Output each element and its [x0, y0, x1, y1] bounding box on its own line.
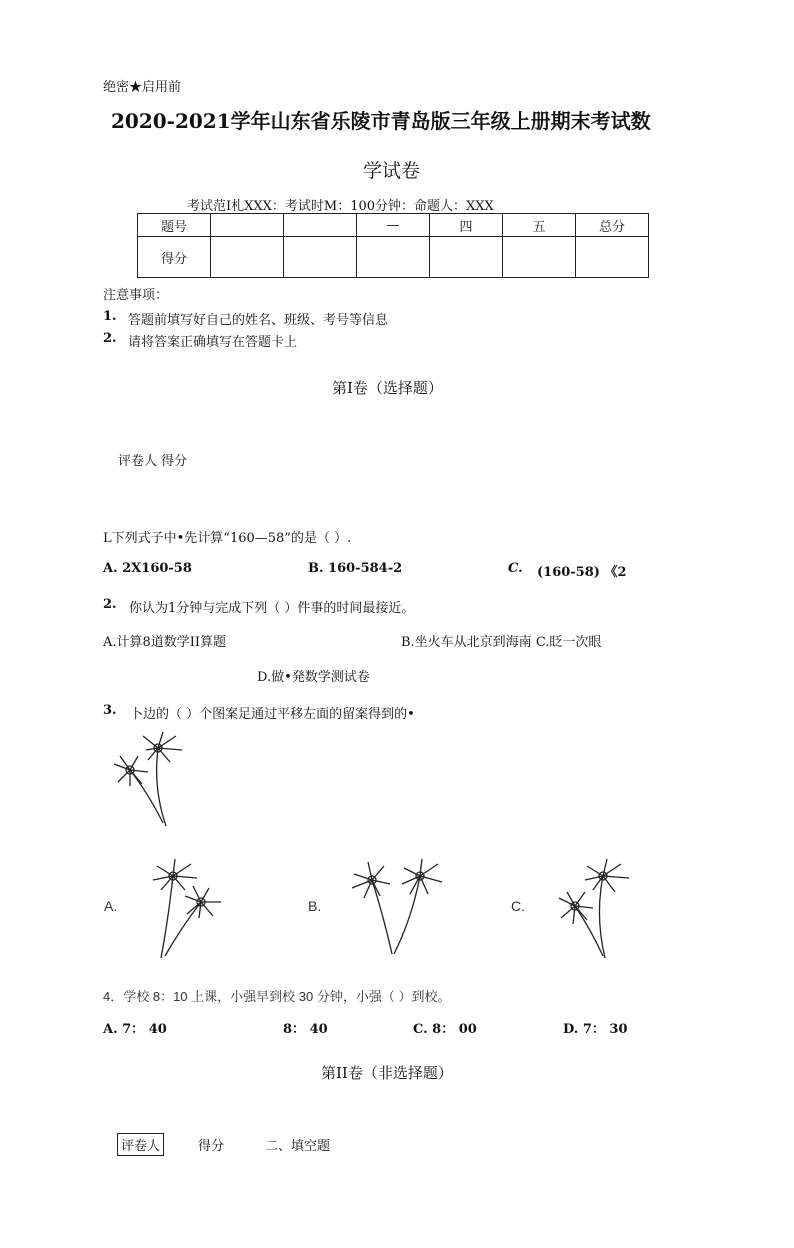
question-1-stem: L下列式子中•先计算“160—58”的是（ ）. — [103, 531, 352, 546]
note-text: 请将答案正确填写在答题卡上 — [128, 335, 298, 350]
score-cell — [576, 237, 649, 278]
score-cell: 题号 — [138, 214, 211, 237]
palm-tree-option-a-image — [143, 856, 228, 961]
score-cell — [284, 214, 357, 237]
palm-tree-reference-image — [108, 728, 188, 828]
score-cell — [211, 214, 284, 237]
score-cell — [503, 237, 576, 278]
score-cell: — — [357, 214, 430, 237]
q3-option-c-label: C. — [511, 898, 525, 914]
secret-label: 绝密★启用前 — [103, 80, 182, 95]
score-table-score-row — [138, 237, 649, 278]
question-2-number: 2. — [103, 597, 117, 612]
score-table-header-row — [138, 214, 649, 237]
question-2-stem: 你认为1分钟与完成下列（ ）件事的时间最接近。 — [129, 601, 415, 616]
score-cell: 得分 — [138, 237, 211, 278]
part1-heading: 第I卷（选择题） — [332, 379, 443, 397]
q2-option-d: D.做•発数学测试卷 — [257, 670, 370, 685]
part2-score-label: 得分 — [198, 1139, 225, 1154]
q4-option-b: 8： 40 — [283, 1022, 328, 1037]
palm-tree-option-c-image — [553, 856, 633, 961]
exam-title-line1: 2020-2021学年山东省乐陵市青岛版三年级上册期末考试数 — [111, 109, 651, 133]
q1-option-b: B. 160-584-2 — [308, 561, 403, 576]
score-cell — [430, 237, 503, 278]
exam-title-line2: 学试卷 — [363, 160, 421, 182]
question-4-stem: 4．学校 8：10 上课，小强早到校 30 分钟，小强（ ）到校。 — [103, 989, 451, 1004]
q2-option-bc: B.坐火车从北京到海南 C.眨一次眼 — [401, 635, 602, 650]
score-cell: 总分 — [576, 214, 649, 237]
part2-grader-box: 评卷人 — [117, 1133, 164, 1156]
note-number: 2. — [103, 331, 117, 346]
q4-option-c: C. 8： 00 — [413, 1022, 477, 1037]
section-2-heading: 二、填空题 — [265, 1139, 331, 1154]
notes-heading: 注意事项： — [103, 288, 169, 303]
exam-info: 考试范I札XXX：考试时M：100分钟：命题人：XXX — [187, 199, 494, 214]
note-number: 1. — [103, 309, 117, 324]
score-cell — [284, 237, 357, 278]
part1-grader: 评卷人 得分 — [118, 454, 188, 469]
q4-option-d: D. 7： 30 — [563, 1022, 628, 1037]
question-3-stem: 卜边的（ ）个图案足通过平移左面的留案得到的• — [130, 707, 415, 722]
score-table — [137, 213, 649, 278]
q1-option-a: A. 2X160-58 — [103, 561, 192, 576]
palm-tree-option-b-image — [348, 858, 448, 958]
score-cell — [357, 237, 430, 278]
part2-heading: 第II卷（非选择题） — [321, 1064, 453, 1082]
score-cell: 五 — [503, 214, 576, 237]
q3-option-b-label: B. — [308, 898, 322, 914]
q4-option-a: A. 7： 40 — [103, 1022, 167, 1037]
q1-option-c-label: C. — [508, 561, 523, 576]
q3-option-a-label: A. — [104, 898, 118, 914]
q2-option-a: A.计算8道数学II算题 — [103, 635, 227, 650]
q1-option-c-text: (160-58) 《2 — [537, 565, 627, 580]
score-cell — [211, 237, 284, 278]
score-cell: 四 — [430, 214, 503, 237]
note-text: 答题前填写好自己的姓名、班级、考号等信息 — [128, 313, 389, 328]
question-3-number: 3. — [103, 703, 117, 718]
